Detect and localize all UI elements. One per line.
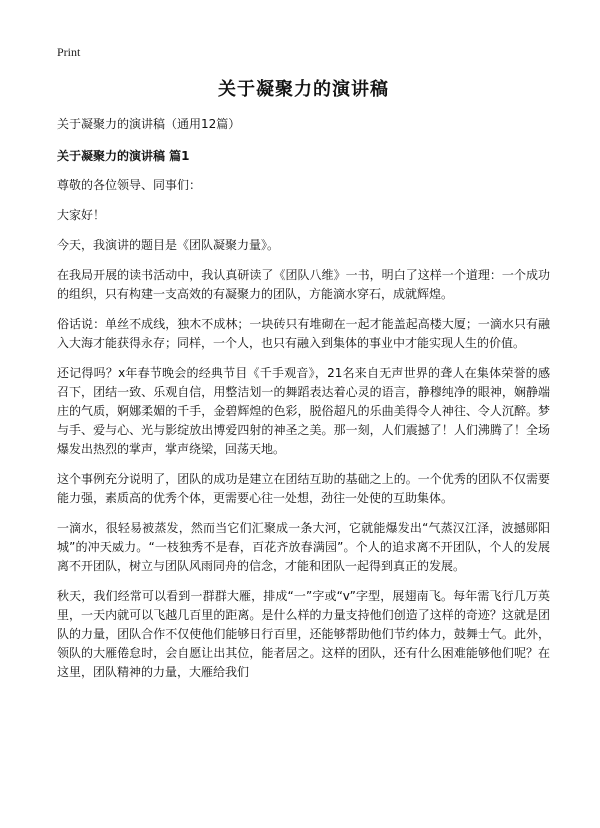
section-heading: 关于凝聚力的演讲稿 篇1 <box>57 149 190 163</box>
paragraph-team-success: 这个事例充分说明了，团队的成功是建立在团结互助的基础之上的。一个优秀的团队不仅需要能力强，素质高的优秀个体，更需要心往一处想，劲往一处使的互助集体。 <box>57 472 550 505</box>
paragraph-topic: 今天，我演讲的题目是《团队凝聚力量》。 <box>57 238 280 252</box>
document-title: 关于凝聚力的演讲稿 <box>218 79 389 100</box>
document-subtitle: 关于凝聚力的演讲稿（通用12篇） <box>57 117 241 131</box>
paragraph-proverb: 俗话说：单丝不成线，独木不成林；一块砖只有堆砌在一起才能盖起高楼大厦；一滴水只有融入大海才能获得永存；同样，一个人，也只有融入到集体的事业中才能实现人生的价值。 <box>57 317 550 350</box>
print-label: Print <box>57 45 81 59</box>
paragraph-salutation: 尊敬的各位领导、同事们： <box>57 178 202 192</box>
paragraph-reading-activity: 在我局开展的读书活动中，我认真研读了《团队八维》一书，明白了这样一个道理：一个成功的组织，只有构建一支高效的有凝聚力的团队，方能滴水穿石，成就辉煌。 <box>57 268 550 301</box>
paragraph-greeting: 大家好！ <box>57 208 106 222</box>
paragraph-wild-geese: 秋天，我们经常可以看到一群群大雁，排成“一”字或“v”字型，展翅南飞。每年需飞行几万英里，一天内就可以飞越几百里的距离。是什么样的力量支持他们创造了这样的奇迹？这就是团队的力量，团队合作不仅使他们能够日行百里，还能够帮助他们节约体力，鼓舞士气。此外，领队的大雁倦怠时，会自愿让出其位，能者居之。这样的团队，还有什么困难能够他们呢？在这里，团队精神的力量，大雁给我们 <box>57 589 550 679</box>
paragraph-thousand-hand: 还记得吗？x年春节晚会的经典节目《千手观音》，21名来自无声世界的聋人在集体荣誉的感召下，团结一致、乐观自信，用整洁划一的舞蹈表达着心灵的语言，静穆纯净的眼神，娴静端庄的气质，婀娜柔媚的千手，金碧辉煌的色彩，脱俗超凡的乐曲美得令人神往、令人沉醉。梦与手、爱与心、光与影绽放出博爱四射的神圣之美。那一刻，人们震撼了！人们沸腾了！全场爆发出热烈的掌声，掌声绕梁，回荡天地。 <box>57 366 550 456</box>
paragraph-water-drop: 一滴水，很轻易被蒸发，然而当它们汇聚成一条大河，它就能爆发出“气蒸汉江泽，波撼郧阳城”的冲天威力。“一枝独秀不是春，百花齐放春满园”。个人的追求离不开团队，个人的发展离不开团队，树立与团队风雨同舟的信念，才能和团队一起得到真正的发展。 <box>57 521 550 573</box>
